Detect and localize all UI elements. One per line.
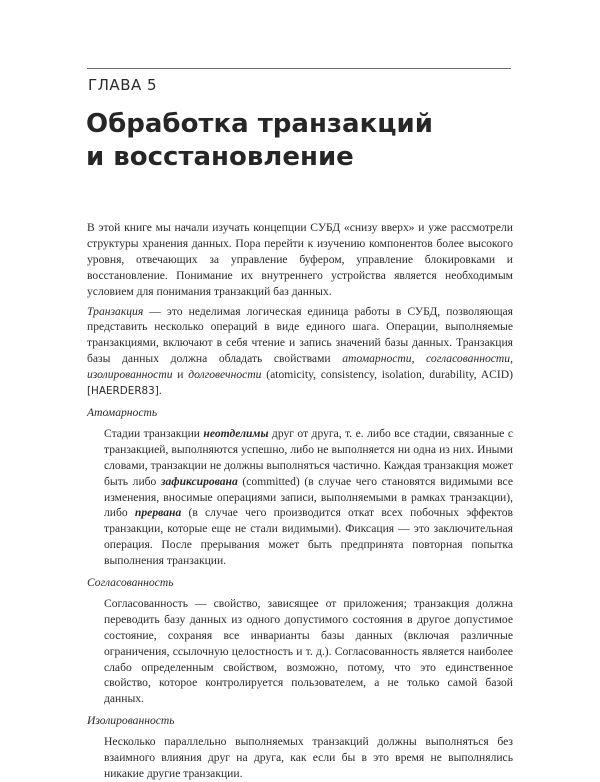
prop-atomicity: атомарности bbox=[342, 352, 412, 366]
section-heading-atomicity: Атомарность bbox=[87, 405, 158, 419]
prop-consistency: согласованности bbox=[426, 352, 511, 366]
chapter-label: ГЛАВА 5 bbox=[88, 76, 158, 94]
chapter-title-line-2: и восстановление bbox=[86, 142, 354, 172]
citation: [HAERDER83] bbox=[87, 385, 159, 398]
definition-paragraph: Транзакция — это неделимая логическая единица работы в СУБД, позволяющая представить несколько операций в виде единого шага. Операции, выполняемые транзакциями, включают в себя чтение и запись значений базы данных. Транзакция базы данных должна обладать свойствами атомарности, согласованности, изолированности и долговечности (atomicity, consistency, isolation, durability, ACID) [HAERDER83]. bbox=[87, 304, 513, 398]
section-heading-isolation: Изолированность bbox=[87, 714, 175, 728]
page-body bbox=[87, 220, 513, 782]
chapter-title-line-1: Обработка транзакций bbox=[86, 109, 433, 139]
chapter-rule bbox=[87, 68, 511, 69]
intro-paragraph: В этой книге мы начали изучать концепции СУБД «снизу вверх» и уже рассмотрели структуры хранения данных. Пора перейти к изучению компонентов более высокого уровня, отвечающих за управление буфером, управление блокировками и восстановление. Понимание их внутреннего устройства является необходимым условием для понимания транзакций баз данных. bbox=[87, 221, 513, 298]
chapter-title bbox=[86, 108, 516, 174]
section-heading-consistency: Согласованность bbox=[87, 576, 174, 590]
prop-durability: долговечности bbox=[188, 368, 262, 382]
term-aborted: прервана bbox=[134, 506, 182, 520]
term-transaction: Транзакция bbox=[87, 304, 144, 318]
term-committed: зафиксирована bbox=[160, 474, 238, 488]
consistency-paragraph: Согласованность — свойство, зависящее от приложения; транзакция должна переводить базу данных из одного допустимого состояния в другое допустимое состояние, сохраняя все инварианты базы данных (включая различные ограничения, ссылочную целостность и т. д.). Согласованность является наиболее слабо определенным свойством, возможно, потому, что это единственное свойство, которое контролируется пользователем, а не только самой базой данных. bbox=[104, 596, 513, 706]
atomicity-paragraph: Стадии транзакции неотделимы друг от друга, т. е. либо все стадии, связанные с транзакцией, выполняются успешно, либо не выполняется ни одна из них. Иными словами, транзакции не должны выполняться частично. Каждая транзакция может быть либо зафиксирована (committed) (в случае чего становятся видимыми все изменения, вносимые операциями записи, выполняемыми в рамках транзакции), либо прервана (в случае чего производится откат всех побочных эффектов транзакции, которые еще не стали видимыми). Фиксация — это заключительная операция. После прерывания может быть предпринята повторная попытка выполнения транзакции. bbox=[104, 426, 513, 568]
isolation-paragraph: Несколько параллельно выполняемых транзакций должны выполняться без взаимного влияния друг на друга, как если бы в это время не выполнялись никакие другие транзакции. bbox=[104, 735, 513, 780]
prop-isolation: изолированности bbox=[87, 368, 173, 382]
term-inseparable: неотделимы bbox=[203, 426, 269, 440]
